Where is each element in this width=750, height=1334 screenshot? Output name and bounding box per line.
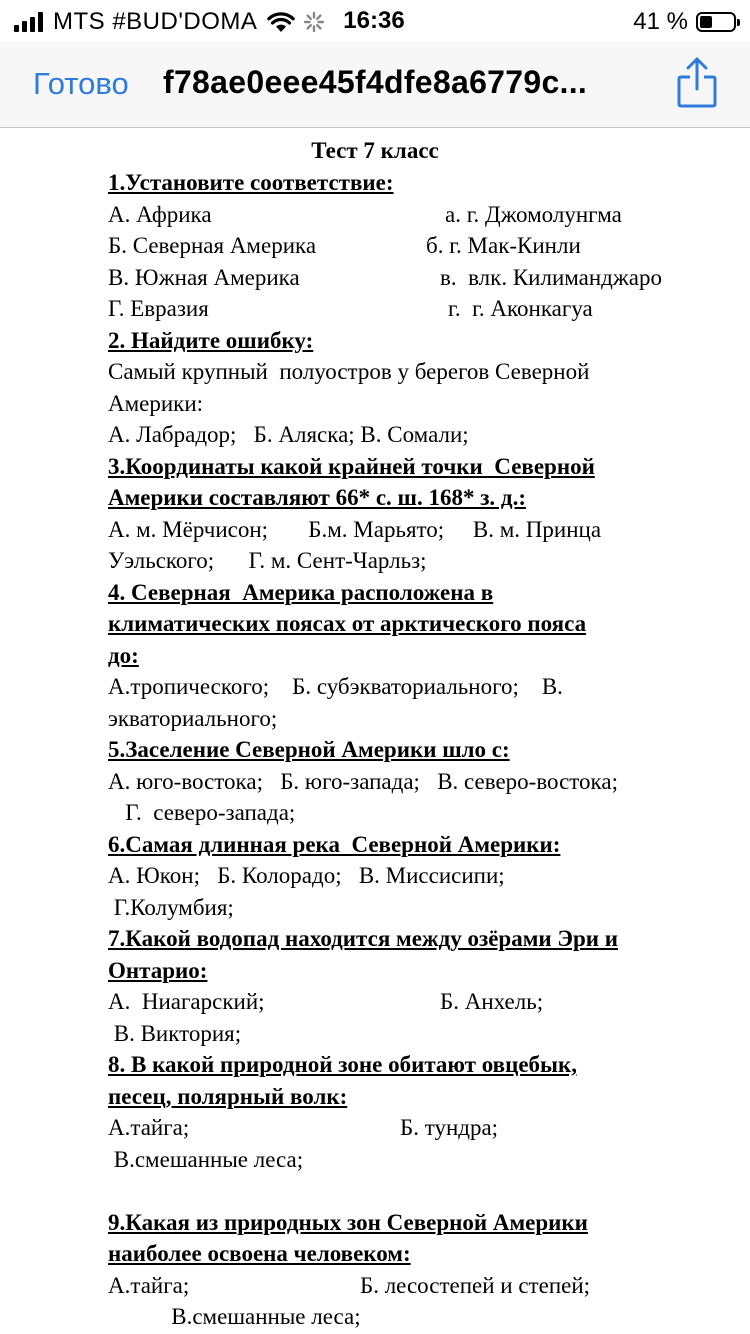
question-heading: 2. Найдите ошибку: [108,327,314,353]
question-heading: 7.Какой водопад находится между озёрами Эри и [108,926,619,951]
answer-option-column2: Б. тундра; [400,1115,499,1140]
question-heading: климатических поясах от арктического пояса [108,611,587,636]
document-line: экваториального; [108,705,278,731]
document-line: А.тайга; [108,1272,190,1298]
question-heading: Онтарио: [108,957,208,983]
document-line: Г. Евразия [108,296,209,321]
answer-option-column2: а. г. Джомолунгма [445,201,622,227]
carrier-name: MTS #BUD'DOMA [53,8,258,35]
document-viewer[interactable] [0,128,750,1334]
question-heading: песец, полярный волк: [108,1083,348,1109]
battery-percent: 41 % [633,8,688,35]
question-heading: 4. Северная Америка расположена в [108,579,494,605]
document-line: А.тропического; Б. субэкваториального; В. [108,674,563,699]
document-line: А.тайга; [108,1115,190,1140]
document-title: Тест 7 класс [311,138,439,163]
answer-option-column2: Б. Анхель; [440,989,544,1014]
document-line: А. юго-востока; Б. юго-запада; В. северо-востока; [108,768,618,794]
clock: 16:36 [343,7,405,34]
document-line: Б. Северная Америка [108,233,317,258]
document-line: Самый крупный полуостров у берегов Северной [108,359,590,384]
question-heading: до: [108,642,139,668]
answer-option-column2: б. г. Мак-Кинли [426,233,581,258]
document-line: В.смешанные леса; [108,1304,361,1329]
document-line: В. Виктория; [108,1020,242,1046]
battery-icon [696,12,736,32]
done-button[interactable]: Готово [33,66,129,101]
document-line: А. м. Мёрчисон; Б.м. Марьято; В. м. Принца [108,516,602,542]
document-line: В.смешанные леса; [108,1146,304,1172]
answer-option-column2: в. влк. Килиманджаро [440,264,662,290]
question-heading: наиболее освоена человеком: [108,1241,411,1266]
question-heading: 1.Установите соответствие: [108,170,394,195]
question-heading: 8. В какой природной зоне обитают овцебык, [108,1052,577,1077]
status-bar [0,0,750,42]
answer-option-column2: г. г. Аконкагуа [448,296,593,321]
document-line: А. Ниагарский; [108,989,265,1014]
document-line: А. Лабрадор; Б. Аляска; В. Сомали; [108,422,469,447]
question-heading: 5.Заселение Северной Америки шло с: [108,737,510,762]
question-heading: Америки составляют 66* с. ш. 168* з. д.: [108,485,526,510]
navigation-bar [0,42,750,128]
question-heading: 6.Самая длинная река Северной Америки: [108,831,561,857]
document-line: Г.Колумбия; [108,894,234,920]
document-line: Уэльского; Г. м. Сент-Чарльз; [108,548,427,573]
document-filename-title: f78ae0eee45f4dfe8a6779c... [163,64,588,100]
share-icon[interactable] [676,56,718,110]
document-line: В. Южная Америка [108,264,300,290]
status-right [633,8,736,36]
document-line: А. Юкон; Б. Колорадо; В. Миссисипи; [108,863,505,888]
document-line: Г. северо-запада; [108,800,296,825]
question-heading: 9.Какая из природных зон Северной Америки [108,1209,588,1235]
question-heading: 3.Координаты какой крайней точки Северной [108,453,595,479]
document-line: А. Африка [108,201,212,227]
answer-option-column2: Б. лесостепей и степей; [360,1272,591,1298]
document-line: Америки: [108,390,204,416]
